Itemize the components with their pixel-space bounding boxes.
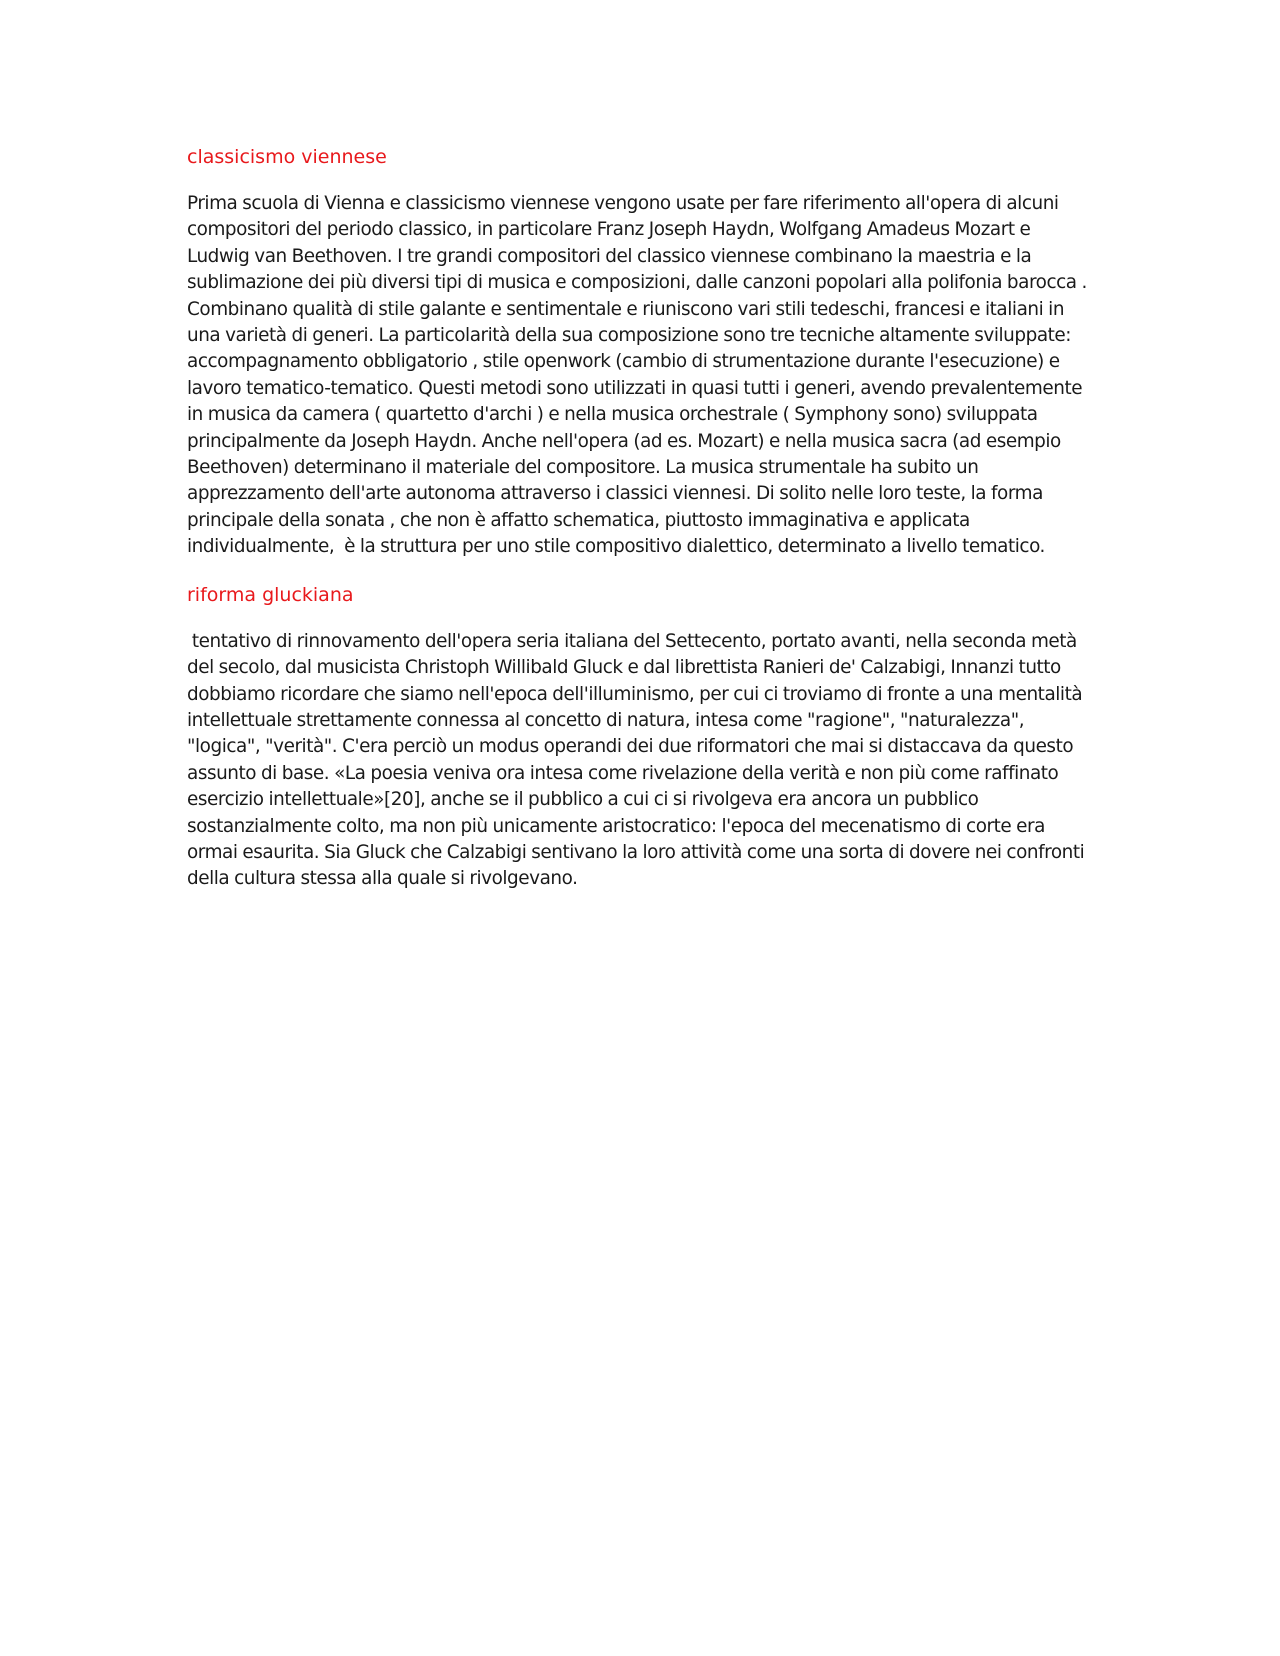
document-content bbox=[187, 144, 1093, 893]
section-heading-classicismo-viennese: classicismo viennese bbox=[187, 146, 387, 168]
section-body-classicismo-viennese: Prima scuola di Vienna e classicismo viennese vengono usate per fare riferimento all'opera di alcuni compositori del periodo classico, in particolare Franz Joseph Haydn, Wolfgang Amadeus Mozart e Ludwig van Beethoven. I tre grandi compositori del classico viennese combinano la maestria e la sublimazione dei più diversi tipi di musica e composizioni, dalle canzoni popolari alla polifonia barocca . Combinano qualità di stile galante e sentimentale e riuniscono vari stili tedeschi, francesi e italiani in una varietà di generi. La particolarità della sua composizione sono tre tecniche altamente sviluppate: accompagnamento obbligatorio , stile openwork (cambio di strumentazione durante l'esecuzione) e lavoro tematico-tematico. Questi metodi sono utilizzati in quasi tutti i generi, avendo prevalentemente in musica da camera ( quartetto d'archi ) e nella musica orchestrale ( Symphony sono) sviluppata principalmente da Joseph Haydn. Anche nell'opera (ad es. Mozart) e nella musica sacra (ad esempio Beethoven) determinano il materiale del compositore. La musica strumentale ha subito un apprezzamento dell'arte autonoma attraverso i classici viennesi. Di solito nelle loro teste, la forma principale della sonata , che non è affatto schematica, piuttosto immaginativa e applicata individualmente, è la struttura per uno stile compositivo dialettico, determinato a livello tematico. bbox=[187, 193, 1092, 558]
section-heading-riforma-gluckiana: riforma gluckiana bbox=[187, 583, 354, 606]
section-body-riforma-gluckiana: tentativo di rinnovamento dell'opera seria italiana del Settecento, portato avanti, nella seconda metà del secolo, dal musicista Christoph Willibald Gluck e dal librettista Ranieri de' Calzabigi, Innanzi tutto dobbiamo ricordare che siamo nell'epoca dell'illuminismo, per cui ci troviamo di fronte a una mentalità intellettuale strettamente connessa al concetto di natura, intesa come "ragione", "naturalezza", "logica", "verità". C'era perciò un modus operandi dei due riformatori che mai si distaccava da questo assunto di base. «La poesia veniva ora intesa come rivelazione della verità e non più come raffinato esercizio intellettuale»[20], anche se il pubblico a cui ci si rivolgeva era ancora un pubblico sostanzialmente colto, ma non più unicamente aristocratico: l'epoca del mecenatismo di corte era ormai esaurita. Sia Gluck che Calzabigi sentivano la loro attività come una sorta di dovere nei confronti della cultura stessa alla quale si rivolgevano. bbox=[187, 630, 1090, 890]
